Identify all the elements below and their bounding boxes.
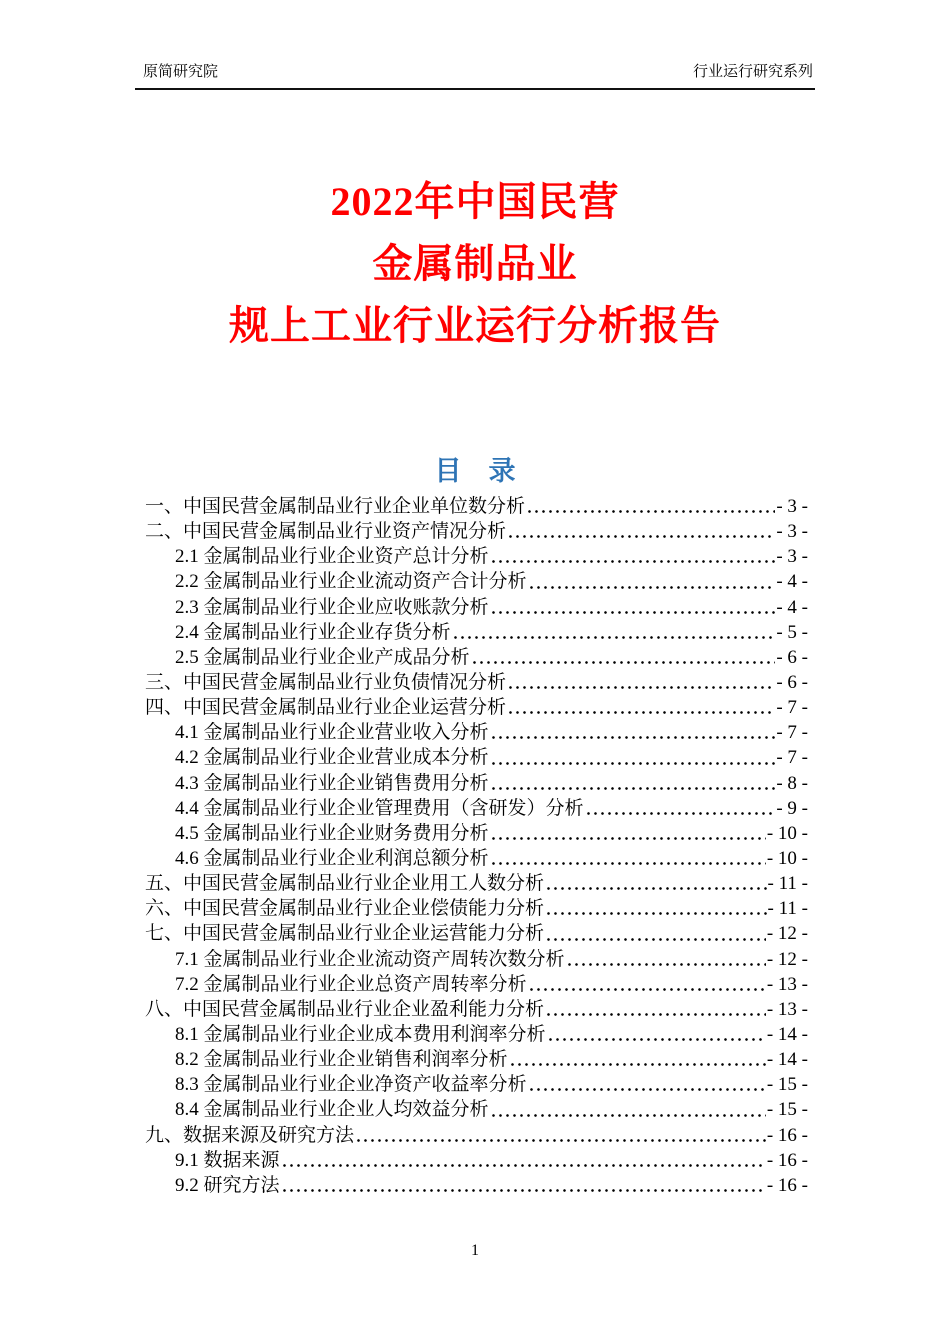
toc-entry[interactable]	[145, 670, 808, 695]
toc-entry[interactable]	[145, 569, 808, 594]
toc-leader-dots	[528, 1072, 766, 1097]
header-right-text: 行业运行研究系列	[692, 64, 813, 80]
toc-entry-label: 4.3 金属制品业行业企业销售费用分析	[175, 772, 489, 794]
toc-entry-label: 四、中国民营金属制品业行业企业运营分析	[145, 697, 507, 719]
report-title-line-2: 金属制品业	[372, 241, 578, 286]
toc-entry-page: - 8 -	[776, 772, 808, 794]
toc-leader-dots	[490, 846, 766, 871]
toc-entry-page: - 12 -	[766, 948, 808, 970]
toc-entry-page: - 11 -	[767, 873, 808, 895]
toc-entry[interactable]	[145, 595, 808, 620]
toc-list	[145, 494, 808, 1198]
toc-entry-label: 4.1 金属制品业行业企业营业收入分析	[175, 722, 489, 744]
page-number: 1	[471, 1242, 479, 1259]
toc-entry-page: - 7 -	[776, 747, 808, 769]
toc-leader-dots	[545, 921, 766, 946]
toc-leader-dots	[507, 695, 775, 720]
toc-leader-dots	[585, 796, 776, 821]
toc-entry-label: 7.2 金属制品业行业企业总资产周转率分析	[175, 973, 527, 995]
toc-entry[interactable]	[145, 645, 808, 670]
toc-entry[interactable]	[145, 997, 808, 1022]
toc-heading: 目 录	[434, 456, 516, 486]
toc-leader-dots	[528, 569, 776, 594]
toc-leader-dots	[490, 821, 766, 846]
toc-entry-page: - 16 -	[766, 1124, 808, 1146]
toc-entry-page: - 6 -	[776, 671, 808, 693]
toc-leader-dots	[490, 1097, 766, 1122]
toc-entry[interactable]	[145, 1148, 808, 1173]
toc-entry[interactable]	[145, 1123, 808, 1148]
toc-entry[interactable]	[145, 720, 808, 745]
toc-entry[interactable]	[145, 846, 808, 871]
toc-entry-page: - 14 -	[766, 1023, 808, 1045]
toc-entry-label: 二、中国民营金属制品业行业资产情况分析	[145, 521, 507, 543]
toc-entry-page: - 10 -	[766, 847, 808, 869]
toc-leader-dots	[471, 645, 776, 670]
toc-leader-dots	[355, 1123, 766, 1148]
toc-entry-page: - 14 -	[766, 1049, 808, 1071]
toc-entry[interactable]	[145, 494, 808, 519]
toc-entry-label: 8.4 金属制品业行业企业人均效益分析	[175, 1099, 489, 1121]
toc-entry-label: 4.4 金属制品业行业企业管理费用（含研发）分析	[175, 797, 584, 819]
toc-entry-page: - 7 -	[776, 697, 808, 719]
toc-entry[interactable]	[145, 821, 808, 846]
toc-entry-label: 4.6 金属制品业行业企业利润总额分析	[175, 847, 489, 869]
page-header	[135, 60, 815, 90]
toc-leader-dots	[281, 1148, 766, 1173]
toc-entry-page: - 13 -	[766, 973, 808, 995]
toc-entry-page: - 4 -	[776, 571, 808, 593]
toc-entry[interactable]	[145, 544, 808, 569]
toc-entry[interactable]	[145, 771, 808, 796]
toc-entry-page: - 15 -	[766, 1074, 808, 1096]
toc-entry-page: - 16 -	[766, 1174, 808, 1196]
toc-entry-page: - 3 -	[776, 546, 808, 568]
toc-entry-page: - 11 -	[767, 898, 808, 920]
page-footer	[0, 1242, 950, 1260]
toc-entry-label: 2.3 金属制品业行业企业应收账款分析	[175, 596, 489, 618]
toc-leader-dots	[490, 745, 776, 770]
toc-entry-label: 六、中国民营金属制品业行业企业偿债能力分析	[145, 898, 545, 920]
toc-entry-label: 2.1 金属制品业行业企业资产总计分析	[175, 546, 489, 568]
toc-entry-page: - 9 -	[776, 797, 808, 819]
toc-entry-label: 9.1 数据来源	[175, 1149, 280, 1171]
toc-leader-dots	[509, 1047, 766, 1072]
toc-entry-page: - 15 -	[766, 1099, 808, 1121]
header-left-text: 原简研究院	[143, 64, 219, 80]
toc-entry-label: 2.2 金属制品业行业企业流动资产合计分析	[175, 571, 527, 593]
toc-leader-dots	[281, 1173, 766, 1198]
toc-entry-label: 8.1 金属制品业行业企业成本费用利润率分析	[175, 1023, 546, 1045]
toc-entry-label: 8.3 金属制品业行业企业净资产收益率分析	[175, 1074, 527, 1096]
toc-entry-label: 2.5 金属制品业行业企业产成品分析	[175, 646, 470, 668]
toc-entry[interactable]	[145, 896, 808, 921]
toc-entry-label: 4.2 金属制品业行业企业营业成本分析	[175, 747, 489, 769]
toc-entry-label: 7.1 金属制品业行业企业流动资产周转次数分析	[175, 948, 565, 970]
toc-entry-label: 五、中国民营金属制品业行业企业用工人数分析	[145, 873, 545, 895]
toc-entry[interactable]	[145, 1047, 808, 1072]
toc-leader-dots	[566, 947, 766, 972]
toc-entry[interactable]	[145, 796, 808, 821]
toc-entry[interactable]	[145, 972, 808, 997]
toc-entry-label: 一、中国民营金属制品业行业企业单位数分析	[145, 496, 526, 517]
toc-leader-dots	[526, 494, 775, 519]
toc-entry-page: - 13 -	[766, 998, 808, 1020]
toc-leader-dots	[490, 544, 776, 569]
toc-entry-label: 七、中国民营金属制品业行业企业运营能力分析	[145, 923, 545, 945]
toc-entry[interactable]	[145, 620, 808, 645]
toc-entry-label: 2.4 金属制品业行业企业存货分析	[175, 621, 451, 643]
toc-entry-label: 8.2 金属制品业行业企业销售利润率分析	[175, 1049, 508, 1071]
toc-entry-page: - 16 -	[766, 1149, 808, 1171]
toc-entry-page: - 4 -	[776, 596, 808, 618]
toc-entry[interactable]	[145, 695, 808, 720]
toc-entry[interactable]	[145, 519, 808, 544]
toc-entry-label: 八、中国民营金属制品业行业企业盈利能力分析	[145, 998, 545, 1020]
toc-entry-page: - 7 -	[776, 722, 808, 744]
toc-leader-dots	[547, 1022, 766, 1047]
toc-leader-dots	[507, 519, 775, 544]
toc-entry-page: - 12 -	[766, 923, 808, 945]
toc-entry-label: 三、中国民营金属制品业行业负债情况分析	[145, 671, 507, 693]
report-title-line-1: 2022年中国民营	[330, 179, 620, 224]
toc-entry-page: - 3 -	[776, 521, 808, 543]
toc-entry[interactable]	[145, 745, 808, 770]
toc-leader-dots	[490, 771, 776, 796]
toc-entry[interactable]	[145, 1097, 808, 1122]
toc-leader-dots	[545, 997, 766, 1022]
report-title-line-3: 规上工业行业运行分析报告	[229, 303, 721, 348]
toc-leader-dots	[545, 871, 767, 896]
toc-entry[interactable]	[145, 871, 808, 896]
toc-entry[interactable]	[145, 1072, 808, 1097]
report-title	[0, 171, 950, 357]
toc-entry-page: - 10 -	[766, 822, 808, 844]
toc-leader-dots	[490, 595, 776, 620]
toc-leader-dots	[507, 670, 775, 695]
toc-entry-label: 4.5 金属制品业行业企业财务费用分析	[175, 822, 489, 844]
toc-entry-label: 9.2 研究方法	[175, 1174, 280, 1196]
toc-leader-dots	[528, 972, 766, 997]
toc-entry[interactable]	[145, 1173, 808, 1198]
toc-leader-dots	[545, 896, 767, 921]
toc-leader-dots	[490, 720, 776, 745]
toc-entry[interactable]	[145, 1022, 808, 1047]
toc-entry-label: 九、数据来源及研究方法	[145, 1124, 355, 1146]
toc-entry-page: - 6 -	[776, 646, 808, 668]
toc-entry-page: - 3 -	[776, 496, 808, 517]
toc-entry[interactable]	[145, 921, 808, 946]
toc-entry[interactable]	[145, 947, 808, 972]
toc-leader-dots	[452, 620, 776, 645]
toc-entry-page: - 5 -	[776, 621, 808, 643]
